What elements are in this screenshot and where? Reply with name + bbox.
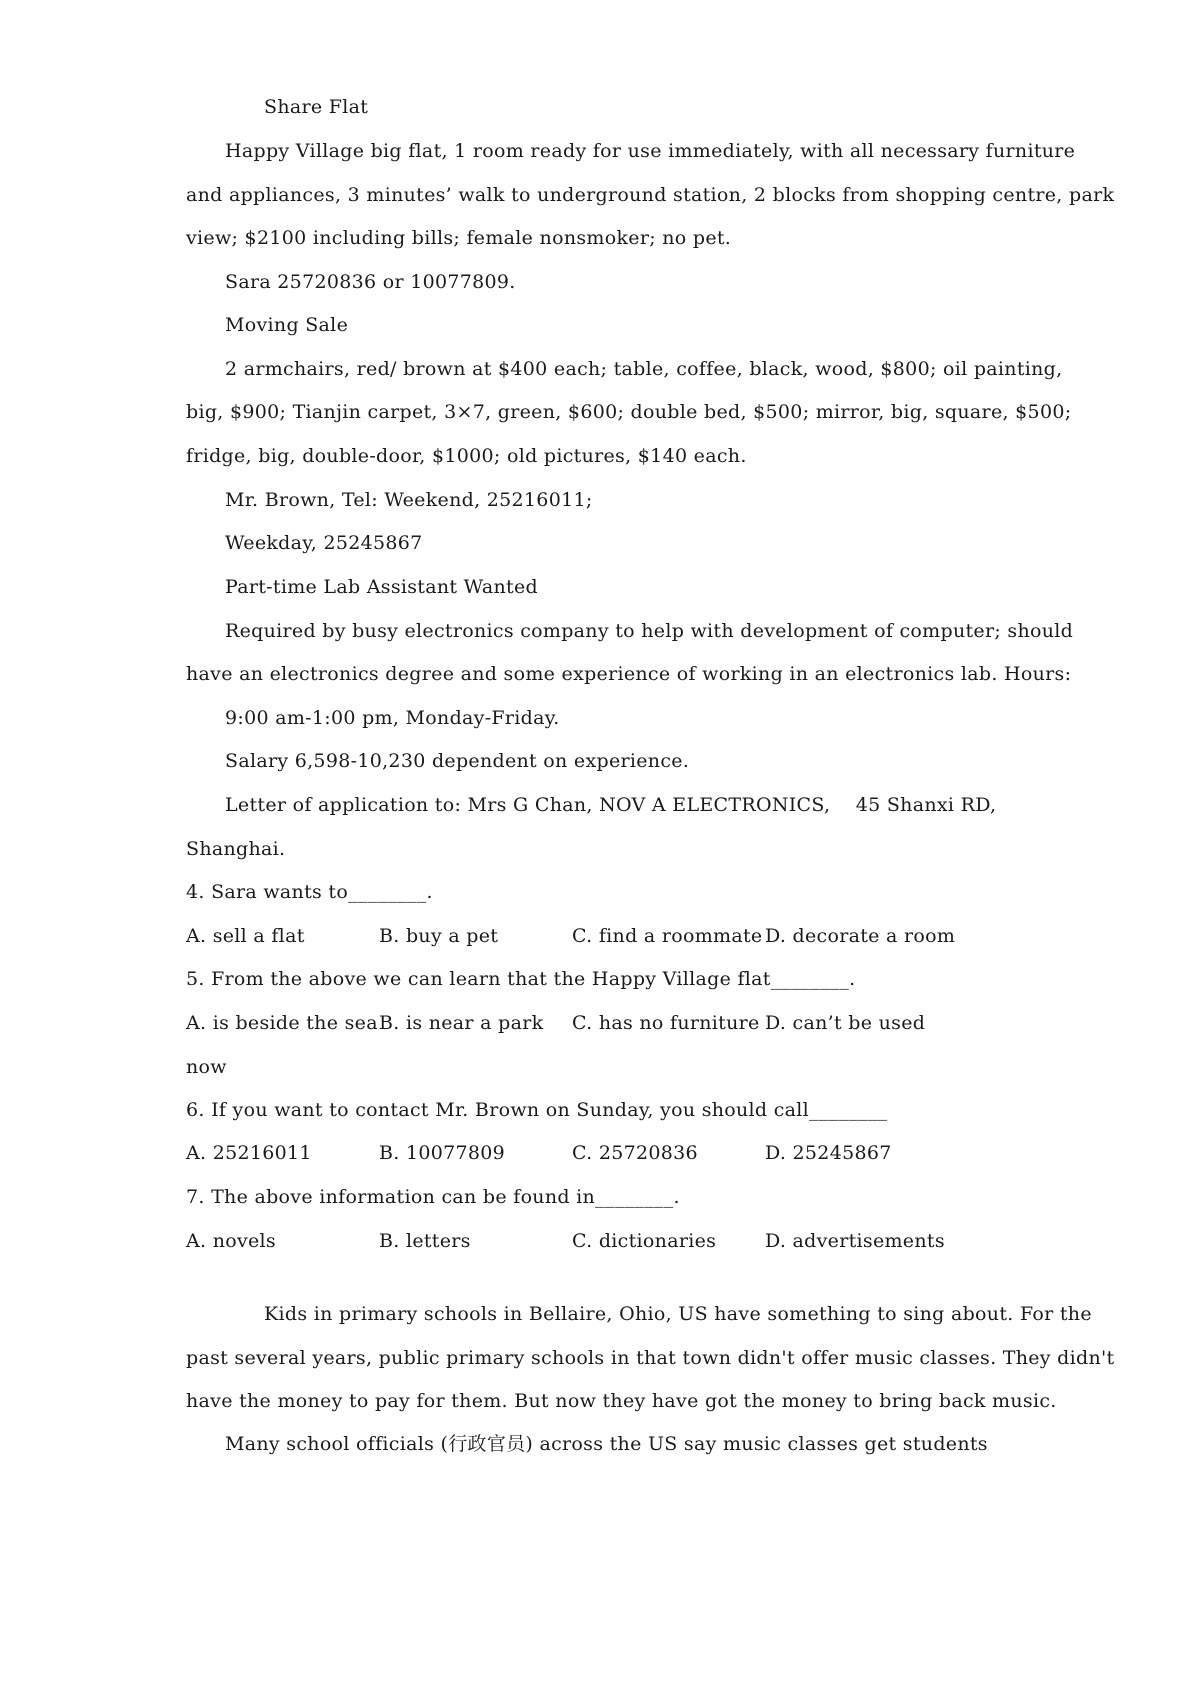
question-stem: 6. If you want to contact Mr. Brown on Sunday, you should call________ (186, 1099, 888, 1121)
question-stem: 4. Sara wants to________. (186, 881, 433, 903)
passage-line: Kids in primary schools in Bellaire, Ohio, US have something to sing about. For the (264, 1303, 1092, 1325)
passage-line: past several years, public primary schools in that town didn't offer music classes. They didn't (186, 1347, 1115, 1369)
lab-assistant-letter: Letter of application to: Mrs G Chan, NOV A ELECTRONICS, 45 Shanxi RD, (225, 794, 997, 816)
option-c: C. has no furniture (572, 1012, 760, 1034)
share-flat-line: and appliances, 3 minutes’ walk to underground station, 2 blocks from shopping centre, park (186, 184, 1115, 206)
passage-line: Many school officials (行政官员) across the US say music classes get students (225, 1433, 988, 1455)
moving-sale-line: big, $900; Tianjin carpet, 3×7, green, $600; double bed, $500; mirror, big, square, $500; (186, 401, 1072, 423)
option-d: D. can’t be used (765, 1012, 926, 1034)
option-b: B. is near a park (379, 1012, 544, 1034)
lab-assistant-letter: Shanghai. (186, 838, 286, 860)
option-a: A. 25216011 (186, 1142, 312, 1164)
moving-sale-line: fridge, big, double-door, $1000; old pictures, $140 each. (186, 445, 747, 467)
question-stem: 5. From the above we can learn that the Happy Village flat________. (186, 968, 856, 990)
option-b: B. buy a pet (379, 925, 499, 947)
option-d: D. advertisements (765, 1230, 945, 1252)
option-wrap: now (186, 1056, 227, 1078)
moving-sale-contact: Mr. Brown, Tel: Weekend, 25216011; (225, 489, 593, 511)
lab-assistant-salary: Salary 6,598-10,230 dependent on experience. (225, 750, 690, 772)
option-b: B. 10077809 (379, 1142, 506, 1164)
option-b: B. letters (379, 1230, 471, 1252)
moving-sale-contact: Weekday, 25245867 (225, 532, 423, 554)
option-a: A. sell a flat (186, 925, 305, 947)
option-a: A. is beside the sea (186, 1012, 378, 1034)
lab-assistant-hours: 9:00 am-1:00 pm, Monday-Friday. (225, 707, 560, 729)
share-flat-line: view; $2100 including bills; female nonsmoker; no pet. (186, 227, 732, 249)
lab-assistant-line: have an electronics degree and some experience of working in an electronics lab. Hours: (186, 663, 1072, 685)
question-stem: 7. The above information can be found in________. (186, 1186, 680, 1208)
share-flat-line: Happy Village big flat, 1 room ready for use immediately, with all necessary furniture (225, 140, 1076, 162)
passage-line: have the money to pay for them. But now they have got the money to bring back music. (186, 1390, 1057, 1412)
option-c: C. 25720836 (572, 1142, 698, 1164)
option-a: A. novels (186, 1230, 276, 1252)
option-c: C. dictionaries (572, 1230, 717, 1252)
option-d: D. decorate a room (765, 925, 956, 947)
moving-sale-title: Moving Sale (225, 314, 349, 336)
share-flat-contact: Sara 25720836 or 10077809. (225, 271, 516, 293)
share-flat-title: Share Flat (264, 96, 369, 118)
lab-assistant-title: Part-time Lab Assistant Wanted (225, 576, 538, 598)
lab-assistant-line: Required by busy electronics company to help with development of computer; should (225, 620, 1074, 642)
option-c: C. find a roommate (572, 925, 763, 947)
option-d: D. 25245867 (765, 1142, 892, 1164)
moving-sale-line: 2 armchairs, red/ brown at $400 each; table, coffee, black, wood, $800; oil painting, (225, 358, 1063, 380)
